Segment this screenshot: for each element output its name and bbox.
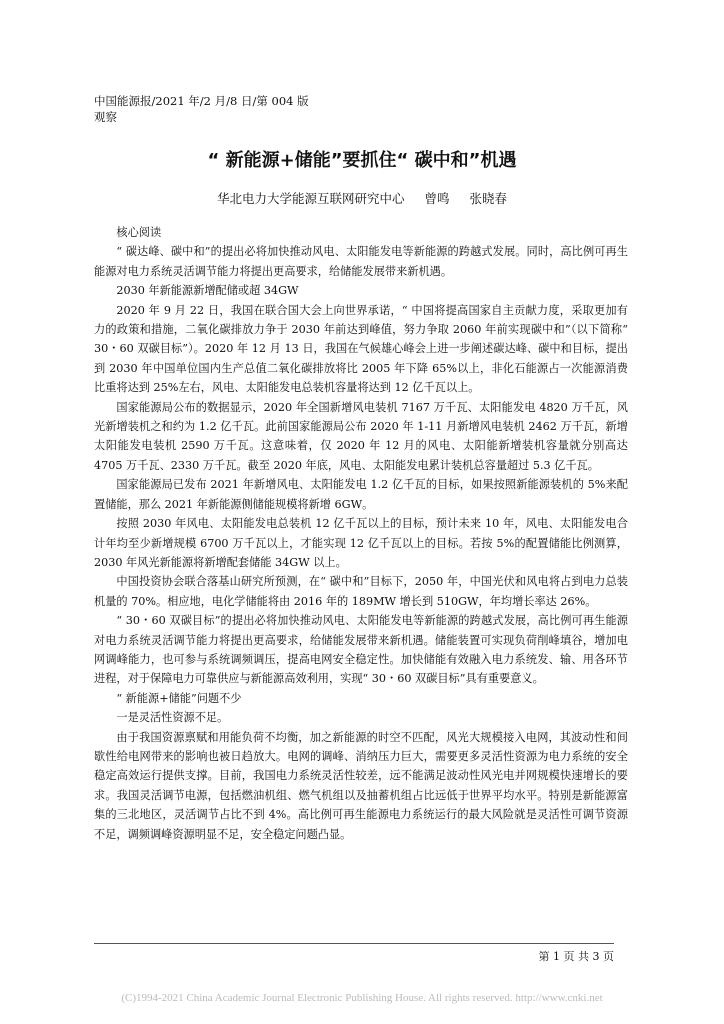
paragraph: 国家能源局公布的数据显示，2020 年全国新增风电装机 7167 万千瓦、太阳能发电 4820 万千瓦，风光新增装机之和约为 1.2 亿千瓦。此前国家能源局公布 2020 年 1-11 月新增风电装机 2462 万千瓦，新增太阳能发电装机 2590 万千瓦。这意味着，仅 2020 年 12 月的风电、太阳能新增装机容量就分别高达 4705 万千瓦、2330 万千瓦。截至 2020 年底，风电、太阳能发电累计装机总容量超过 5.3 亿千瓦。 xyxy=(94,400,628,472)
paragraph: 由于我国资源禀赋和用能负荷不均衡，加之新能源的时空不匹配，风光大规模接入电网，其波动性和间歇性给电网带来的影响也被日趋放大。电网的调峰、消纳压力巨大，需要更多灵活性资源为电力系统的安全稳定高效运行提供支撑。目前，我国电力系统灵活性较差，远不能满足波动性风光电并网规模快速增长的要求。我国灵活调节电源，包括燃油机组、燃气机组以及抽蓄机组占比远低于世界平均水平。特别是新能源富集的三北地区，灵活调节占比不到 4%。高比例可再生能源电力系统运行的最大风险就是灵活性可调节资源不足，调频调峰资源明显不足，安全稳定问题凸显。 xyxy=(94,730,628,841)
paragraph: 2020 年 9 月 22 日，我国在联合国大会上向世界承诺，“ 中国将提高国家自主贡献力度，采取更加有力的政策和措施，二氧化碳排放力争于 2030 年前达到峰值，努力争取 2060 年前实现碳中和”（以下简称“ 30・60 双碳目标”）。2020 年 12 月 13 日，我国在气候雄心峰会上进一步阐述碳达峰、碳中和目标，提出到 2030 年中国单位国内生产总值二氧化碳排放将比 2005 年下降 65%以上，非化石能源占一次能源消费比重将达到 25%左右，风电、太阳能发电总装机容量将达到 12 亿千瓦以上。 xyxy=(94,303,628,395)
copyright-watermark: (C)1994-2021 China Academic Journal Electronic Publishing House. All rights reserved. http://www.cnki.net xyxy=(121,992,603,1004)
source-line: 中国能源报/2021 年/2 月/8 日/第 004 版 xyxy=(94,94,309,108)
paragraph: 一是灵活性资源不足。 xyxy=(116,711,229,725)
section-heading: 核心阅读 xyxy=(116,226,162,239)
author-line xyxy=(0,189,724,207)
section-heading: 2030 年新能源新增配储或超 34GW xyxy=(116,284,299,298)
article-title: “ 新能源+储能”要抓住“ 碳中和”机遇 xyxy=(207,150,517,171)
paragraph: 国家能源局已发布 2021 年新增风电、太阳能发电 1.2 亿千瓦的目标，如果按照新能源装机的 5%来配置储能，那么 2021 年新能源侧储能规模将新增 6GW。 xyxy=(94,478,628,511)
section-heading: “ 新能源+储能”问题不少 xyxy=(116,691,242,705)
article-body xyxy=(94,223,628,844)
source-header xyxy=(94,93,309,125)
author-name: 曾鸣 xyxy=(424,191,450,206)
paragraph: 按照 2030 年风电、太阳能发电总装机 12 亿千瓦以上的目标，预计未来 10 年，风电、太阳能发电合计年均至少新增规模 6700 万千瓦以上，才能实现 12 亿千瓦以上的目标。若按 5%的配置储能比例测算，2030 年风光新能源将新增配套储能 34GW 以上。 xyxy=(94,517,628,569)
author-name: 张晓春 xyxy=(469,191,507,206)
paragraph: “ 30・60 双碳目标”的提出必将加快推动风电、太阳能发电等新能源的跨越式发展，高比例可再生能源对电力系统灵活调节能力将提出更高要求，给储能发展带来新机遇。储能装置可实现负荷削峰填谷，增加电网调峰能力，也可参与系统调频调压，提高电网安全稳定性。加快储能有效融入电力系统发、输、用各环节进程，对于保障电力可靠供应与新能源高效利用，实现“ 30・60 双碳目标”具有重要意义。 xyxy=(94,614,628,686)
paragraph: “ 碳达峰、碳中和”的提出必将加快推动风电、太阳能发电等新能源的跨越式发展。同时，高比例可再生能源对电力系统灵活调节能力将提出更高要求，给储能发展带来新机遇。 xyxy=(94,245,628,278)
page-number: 第 1 页 共 3 页 xyxy=(538,950,614,963)
column-label: 观察 xyxy=(94,110,117,124)
paragraph: 中国投资协会联合落基山研究所预测，在“ 碳中和”目标下，2050 年，中国光伏和风电将占到电力总装机量的 70%。相应地，电化学储能将由 2016 年的 189MW 增长到 510GW，年均增长率达 26%。 xyxy=(94,575,628,608)
institution: 华北电力大学能源互联网研究中心 xyxy=(216,191,405,206)
footer-divider xyxy=(94,943,614,944)
